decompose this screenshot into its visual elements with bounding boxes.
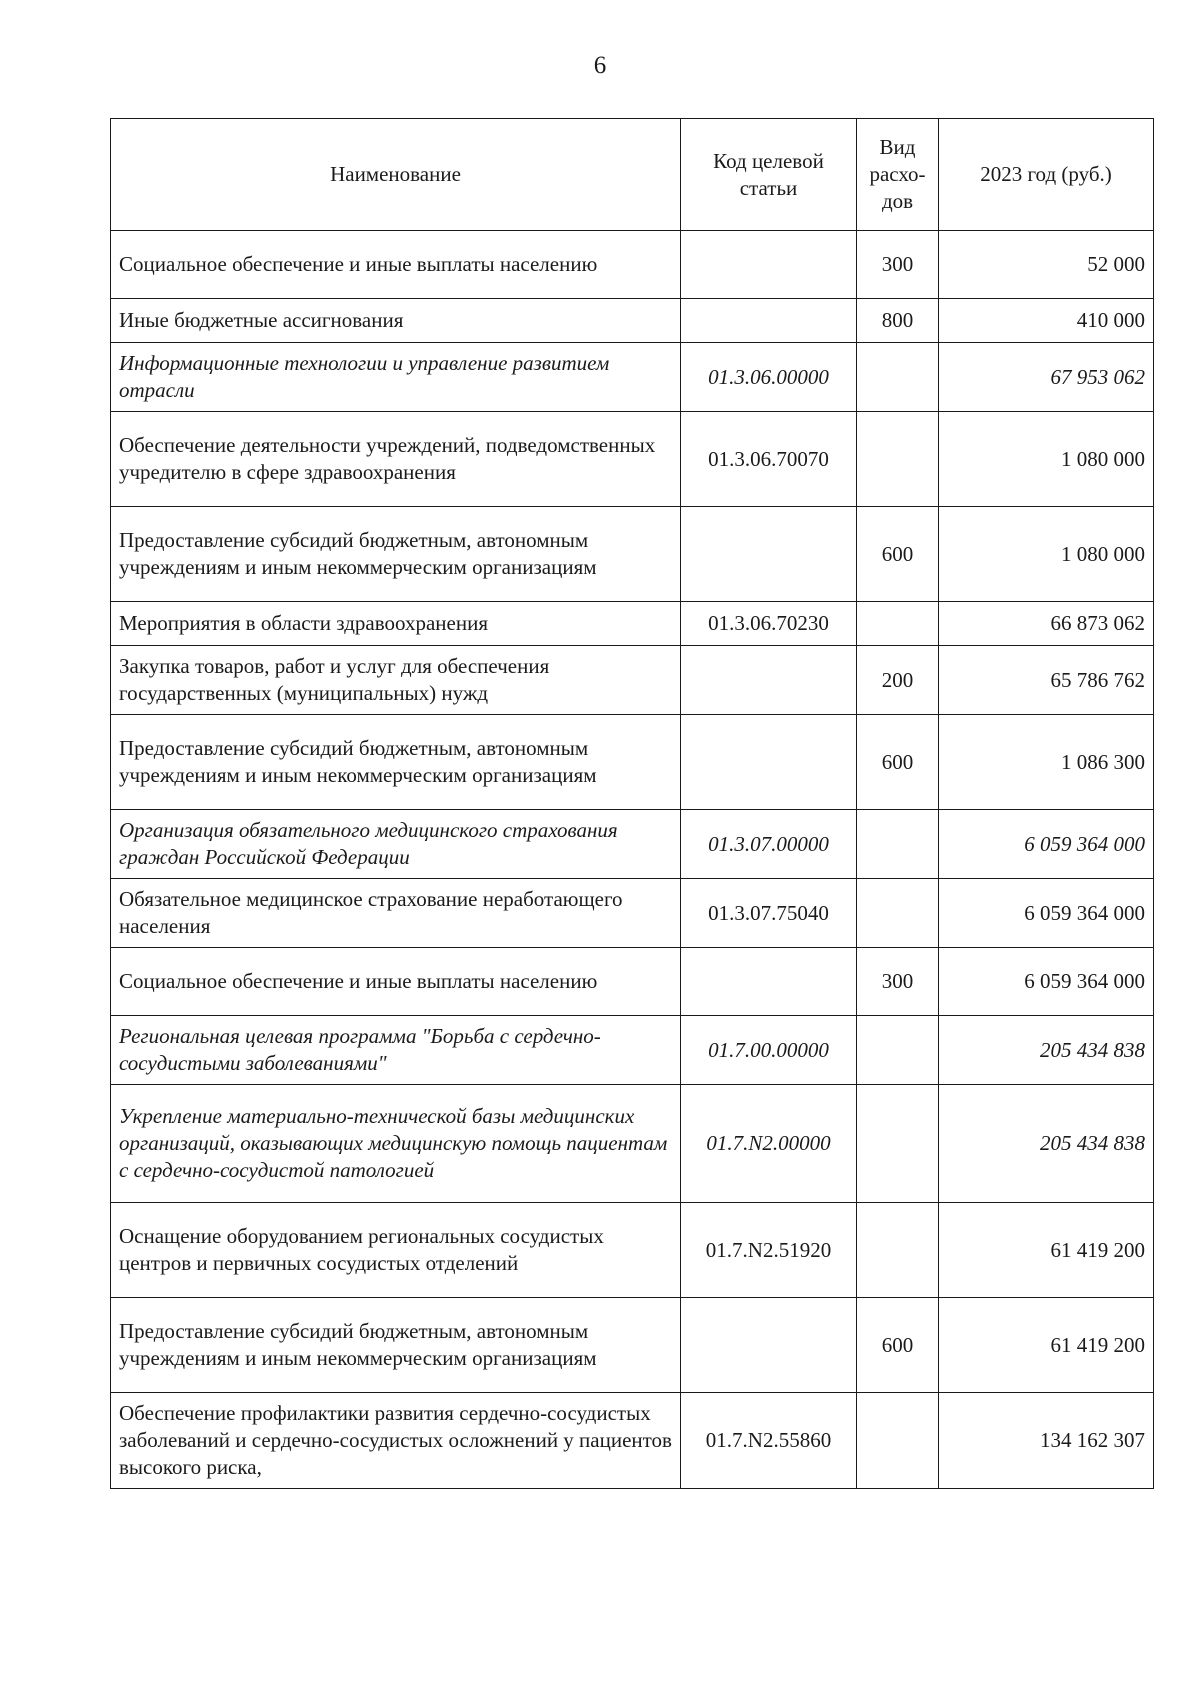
row-code-cell: 01.3.06.70230: [681, 602, 857, 646]
table-row: [111, 1393, 1154, 1489]
row-type-cell: [857, 343, 939, 412]
row-name-cell: Социальное обеспечение и иные выплаты населению: [111, 948, 681, 1016]
table-row: [111, 231, 1154, 299]
row-type-cell: [857, 412, 939, 507]
row-code-cell: [681, 299, 857, 343]
row-type-cell: [857, 1085, 939, 1203]
row-code-cell: 01.7.N2.51920: [681, 1203, 857, 1298]
row-code-cell: [681, 1298, 857, 1393]
row-name-cell: Обеспечение деятельности учреждений, подведомственных учредителю в сфере здравоохранения: [111, 412, 681, 507]
row-code-cell: [681, 646, 857, 715]
row-sum-cell: 65 786 762: [939, 646, 1154, 715]
row-name-cell: Организация обязательного медицинского страхования граждан Российской Федерации: [111, 810, 681, 879]
row-name-cell: Региональная целевая программа "Борьба с сердечно-сосудистыми заболеваниями": [111, 1016, 681, 1085]
table-row: [111, 412, 1154, 507]
row-sum-cell: 1 080 000: [939, 507, 1154, 602]
table-row: [111, 602, 1154, 646]
table-row: [111, 810, 1154, 879]
table-body: [111, 231, 1154, 1489]
row-type-cell: [857, 1016, 939, 1085]
row-sum-cell: 61 419 200: [939, 1298, 1154, 1393]
row-name-cell: Обеспечение профилактики развития сердечно-сосудистых заболеваний и сердечно-сосудистых осложнений у пациентов высокого риска,: [111, 1393, 681, 1489]
table-row: [111, 343, 1154, 412]
row-code-cell: [681, 948, 857, 1016]
row-code-cell: 01.3.06.00000: [681, 343, 857, 412]
row-type-cell: 300: [857, 231, 939, 299]
row-name-cell: Закупка товаров, работ и услуг для обеспечения государственных (муниципальных) нужд: [111, 646, 681, 715]
row-code-cell: 01.3.07.75040: [681, 879, 857, 948]
row-name-cell: Обязательное медицинское страхование неработающего населения: [111, 879, 681, 948]
row-sum-cell: 6 059 364 000: [939, 948, 1154, 1016]
table-row: [111, 1203, 1154, 1298]
header-sum: 2023 год (руб.): [939, 119, 1154, 231]
row-sum-cell: 6 059 364 000: [939, 810, 1154, 879]
row-sum-cell: 66 873 062: [939, 602, 1154, 646]
row-name-cell: Предоставление субсидий бюджетным, автономным учреждениям и иным некоммерческим организациям: [111, 507, 681, 602]
row-code-cell: 01.7.00.00000: [681, 1016, 857, 1085]
header-name: Наименование: [111, 119, 681, 231]
row-sum-cell: 1 086 300: [939, 715, 1154, 810]
row-code-cell: [681, 715, 857, 810]
table-row: [111, 948, 1154, 1016]
row-sum-cell: 410 000: [939, 299, 1154, 343]
header-type: Вид расхо-дов: [857, 119, 939, 231]
row-type-cell: [857, 602, 939, 646]
header-code: Код целевой статьи: [681, 119, 857, 231]
row-type-cell: 300: [857, 948, 939, 1016]
row-code-cell: [681, 507, 857, 602]
table-row: [111, 1085, 1154, 1203]
row-sum-cell: 61 419 200: [939, 1203, 1154, 1298]
row-type-cell: 600: [857, 715, 939, 810]
row-type-cell: [857, 879, 939, 948]
row-name-cell: Оснащение оборудованием региональных сосудистых центров и первичных сосудистых отделений: [111, 1203, 681, 1298]
row-code-cell: [681, 231, 857, 299]
row-name-cell: Иные бюджетные ассигнования: [111, 299, 681, 343]
budget-table: [110, 118, 1154, 1489]
row-name-cell: Предоставление субсидий бюджетным, автономным учреждениям и иным некоммерческим организациям: [111, 1298, 681, 1393]
row-type-cell: 800: [857, 299, 939, 343]
row-name-cell: Укрепление материально-технической базы медицинских организаций, оказывающих медицинскую помощь пациентам с сердечно-сосудистой патологией: [111, 1085, 681, 1203]
table-row: [111, 1298, 1154, 1393]
table-row: [111, 507, 1154, 602]
row-name-cell: Информационные технологии и управление развитием отрасли: [111, 343, 681, 412]
row-sum-cell: 134 162 307: [939, 1393, 1154, 1489]
table-row: [111, 299, 1154, 343]
row-type-cell: 600: [857, 507, 939, 602]
row-name-cell: Мероприятия в области здравоохранения: [111, 602, 681, 646]
row-code-cell: 01.3.06.70070: [681, 412, 857, 507]
row-code-cell: 01.7.N2.55860: [681, 1393, 857, 1489]
table-row: [111, 1016, 1154, 1085]
page-number: 6: [593, 52, 607, 79]
row-sum-cell: 1 080 000: [939, 412, 1154, 507]
row-sum-cell: 205 434 838: [939, 1085, 1154, 1203]
row-type-cell: 600: [857, 1298, 939, 1393]
row-sum-cell: 52 000: [939, 231, 1154, 299]
row-sum-cell: 205 434 838: [939, 1016, 1154, 1085]
table-row: [111, 715, 1154, 810]
table-row: [111, 879, 1154, 948]
row-code-cell: 01.7.N2.00000: [681, 1085, 857, 1203]
row-name-cell: Предоставление субсидий бюджетным, автономным учреждениям и иным некоммерческим организациям: [111, 715, 681, 810]
row-type-cell: 200: [857, 646, 939, 715]
row-name-cell: Социальное обеспечение и иные выплаты населению: [111, 231, 681, 299]
table-header-row: [111, 119, 1154, 231]
row-sum-cell: 67 953 062: [939, 343, 1154, 412]
row-type-cell: [857, 810, 939, 879]
row-type-cell: [857, 1203, 939, 1298]
row-code-cell: 01.3.07.00000: [681, 810, 857, 879]
row-sum-cell: 6 059 364 000: [939, 879, 1154, 948]
row-type-cell: [857, 1393, 939, 1489]
table-row: [111, 646, 1154, 715]
